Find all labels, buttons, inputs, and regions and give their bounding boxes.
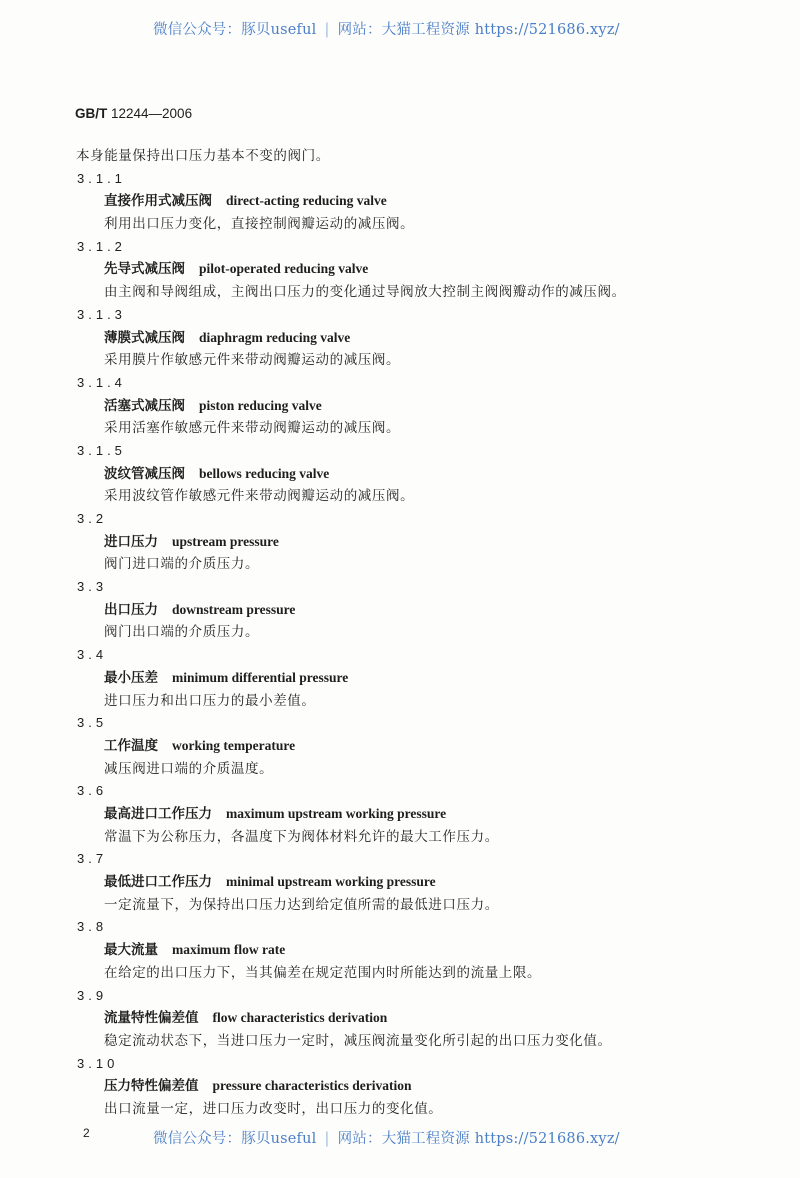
- term-definition: 一定流量下，为保持出口压力达到给定值所需的最低进口压力。: [104, 896, 499, 913]
- term-en: bellows reducing valve: [199, 465, 330, 481]
- term-definition: 采用波纹管作敏感元件来带动阀瓣运动的减压阀。: [104, 488, 415, 505]
- term-en: diaphragm reducing valve: [199, 329, 351, 345]
- term-definition: 阀门进口端的介质压力。: [104, 556, 260, 573]
- term-en: maximum flow rate: [172, 942, 286, 958]
- term-definition: 稳定流动状态下，当进口压力一定时，减压阀流量变化所引起的出口压力变化值。: [104, 1032, 612, 1049]
- term-heading: [104, 939, 285, 961]
- term-zh: 薄膜式减压阀: [104, 329, 185, 346]
- term-en: maximum upstream working pressure: [226, 806, 447, 821]
- term-heading: [104, 735, 295, 757]
- term-zh: 先导式减压阀: [104, 261, 185, 278]
- section-number: 3.4: [77, 647, 108, 663]
- term-en: pilot-operated reducing valve: [199, 261, 369, 277]
- section-number: 3.3: [77, 579, 108, 595]
- term-heading: [104, 258, 368, 280]
- term-definition: 采用膜片作敏感元件来带动阀瓣运动的减压阀。: [104, 352, 401, 369]
- term-zh: 流量特性偏差值: [104, 1010, 199, 1027]
- term-zh: 出口压力: [104, 601, 158, 618]
- term-definition: 减压阀进口端的介质温度。: [104, 760, 274, 777]
- standard-code-number: 12244—2006: [107, 106, 193, 121]
- term-heading: [104, 803, 446, 825]
- section-number: 3.7: [77, 851, 108, 867]
- term-zh: 进口压力: [104, 533, 158, 550]
- term-definition: 在给定的出口压力下，当其偏差在规定范围内时所能达到的流量上限。: [104, 964, 542, 981]
- term-zh: 最小压差: [104, 669, 158, 686]
- watermark-right: 网站：大猫工程资源 https://521686.xyz/: [337, 22, 620, 38]
- section-number: 3.1.2: [77, 238, 126, 254]
- watermark-top: [153, 18, 620, 39]
- term-heading: [104, 190, 387, 212]
- term-en: pressure characteristics derivation: [212, 1078, 412, 1094]
- standard-code: [75, 106, 192, 121]
- term-zh: 最低进口工作压力: [104, 874, 212, 891]
- section-number: 3.5: [77, 715, 108, 731]
- term-heading: [104, 667, 348, 689]
- term-definition: 出口流量一定，进口压力改变时，出口压力的变化值。: [104, 1100, 443, 1117]
- section-number: 3.10: [77, 1055, 119, 1071]
- term-definition: 利用出口压力变化，直接控制阀瓣运动的减压阀。: [104, 216, 415, 233]
- section-number: 3.8: [77, 919, 108, 935]
- watermark-left: 微信公众号：豚贝useful: [153, 1131, 317, 1147]
- term-en: direct-acting reducing valve: [226, 193, 387, 209]
- term-heading: [104, 599, 295, 621]
- section-number: 3.1.3: [77, 306, 126, 322]
- term-heading: [104, 1007, 387, 1029]
- term-heading: [104, 1075, 411, 1097]
- term-heading: [104, 327, 350, 349]
- term-definition: 进口压力和出口压力的最小差值。: [104, 692, 316, 709]
- intro-line: 本身能量保持出口压力基本不变的阀门。: [76, 148, 330, 164]
- term-en: upstream pressure: [172, 533, 279, 549]
- watermark-left: 微信公众号：豚贝useful: [153, 22, 317, 38]
- watermark-separator: |: [324, 1131, 330, 1147]
- term-en: minimal upstream working pressure: [226, 874, 436, 890]
- term-zh: 最高进口工作压力: [104, 806, 212, 822]
- section-number: 3.1.4: [77, 374, 126, 390]
- term-heading: [104, 395, 322, 417]
- term-definition: 阀门出口端的介质压力。: [104, 624, 260, 641]
- page-number: 2: [83, 1126, 90, 1140]
- watermark-bottom: [153, 1127, 620, 1148]
- term-heading: [104, 871, 436, 893]
- term-en: working temperature: [172, 737, 296, 753]
- term-definition: 采用活塞作敏感元件来带动阀瓣运动的减压阀。: [104, 420, 401, 437]
- term-en: piston reducing valve: [199, 397, 322, 413]
- section-number: 3.6: [77, 783, 108, 799]
- section-number: 3.1.1: [77, 170, 126, 186]
- term-definition: 由主阀和导阀组成，主阀出口压力的变化通过导阀放大控制主阀阀瓣动作的减压阀。: [104, 284, 626, 301]
- term-en: flow characteristics derivation: [212, 1010, 388, 1026]
- term-zh: 工作温度: [104, 737, 158, 754]
- term-zh: 直接作用式减压阀: [104, 193, 212, 210]
- section-number: 3.2: [77, 511, 108, 527]
- term-heading: [104, 531, 279, 553]
- section-number: 3.1.5: [77, 442, 126, 458]
- watermark-right: 网站：大猫工程资源 https://521686.xyz/: [337, 1131, 620, 1147]
- section-number: 3.9: [77, 987, 108, 1003]
- term-definition: 常温下为公称压力，各温度下为阀体材料允许的最大工作压力。: [104, 828, 499, 845]
- standard-code-prefix: GB/T: [75, 106, 108, 121]
- term-zh: 活塞式减压阀: [104, 397, 185, 414]
- term-heading: [104, 463, 329, 485]
- term-zh: 压力特性偏差值: [104, 1078, 199, 1095]
- watermark-separator: |: [324, 22, 330, 38]
- term-en: downstream pressure: [172, 601, 296, 617]
- term-en: minimum differential pressure: [172, 669, 349, 685]
- term-zh: 最大流量: [104, 942, 158, 959]
- term-zh: 波纹管减压阀: [104, 465, 185, 482]
